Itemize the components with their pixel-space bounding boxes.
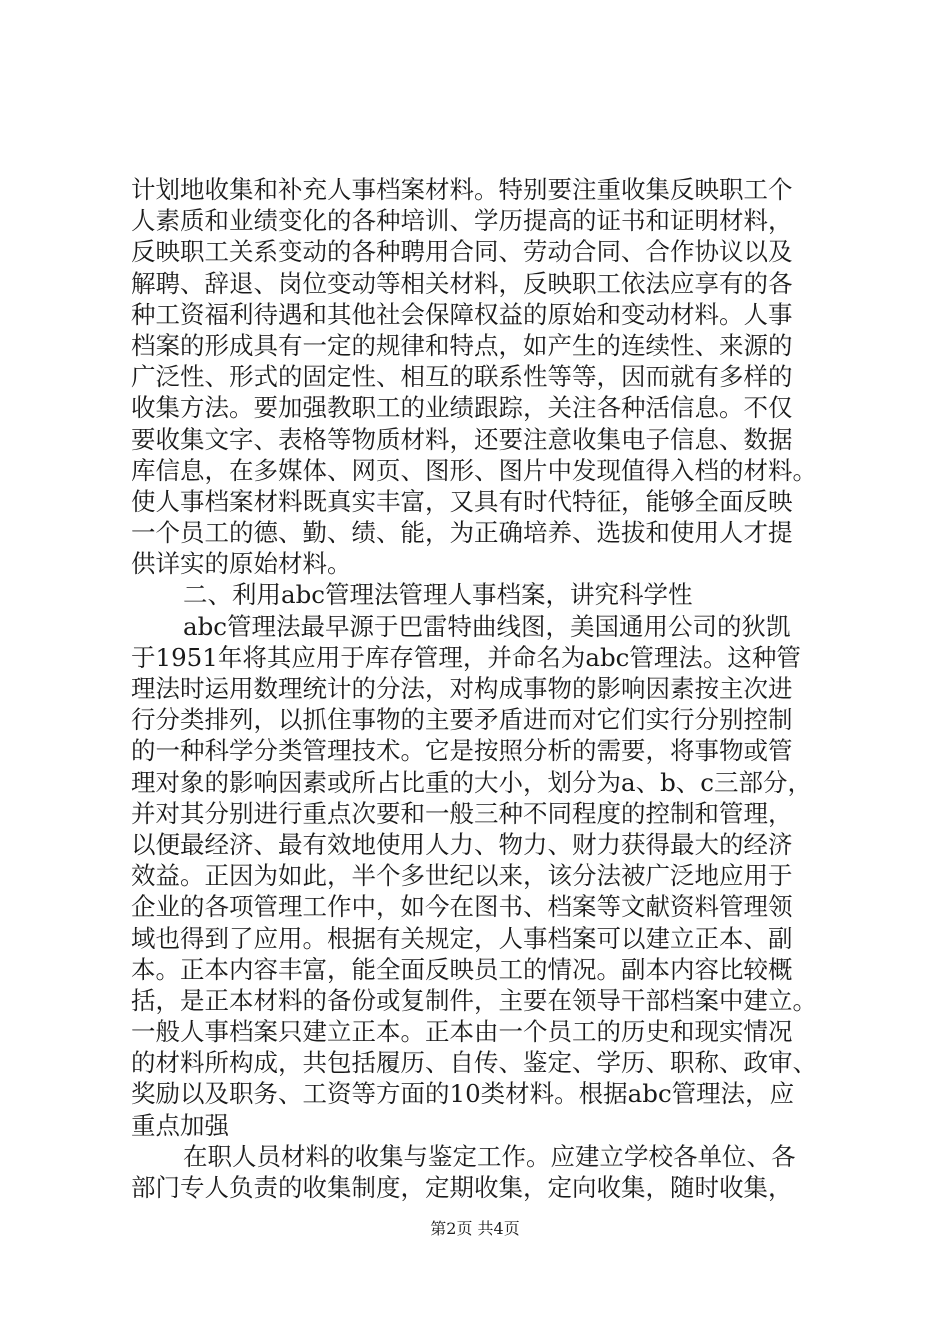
text-line: 在职人员材料的收集与鉴定工作。应建立学校各单位、各: [183, 1141, 796, 1171]
text-line: 本。正本内容丰富，能全面反映员工的情况。副本内容比较概: [131, 954, 793, 984]
text-line: 计划地收集和补充人事档案材料。特别要注重收集反映职工个: [131, 175, 793, 204]
text-line: abc管理法最早源于巴雷特曲线图，美国通用公司的狄凯: [183, 611, 791, 641]
text-line: 反映职工关系变动的各种聘用合同、劳动合同、合作协议以及: [131, 237, 793, 267]
text-line: 库信息，在多媒体、网页、图形、图片中发现值得入档的材料。: [131, 455, 817, 485]
text-line: 理对象的影响因素或所占比重的大小，划分为a、b、c三部分，: [131, 767, 813, 797]
document-body: [131, 174, 835, 1203]
text-line: 一般人事档案只建立正本。正本由一个员工的历史和现实情况: [131, 1017, 793, 1047]
text-line: 并对其分别进行重点次要和一般三种不同程度的控制和管理，: [131, 798, 793, 828]
text-line: 收集方法。要加强教职工的业绩跟踪，关注各种活信息。不仅: [131, 393, 793, 423]
text-line: 的材料所构成，共包括履历、自传、鉴定、学历、职称、政审、: [131, 1048, 817, 1078]
text-line: 使人事档案材料既真实丰富，又具有时代特征，能够全面反映: [131, 486, 793, 516]
text-line: 奖励以及职务、工资等方面的10类材料。根据abc管理法，应: [131, 1079, 795, 1109]
text-line: 企业的各项管理工作中，如今在图书、档案等文献资料管理领: [131, 892, 793, 922]
text-line: 一个员工的德、勤、绩、能，为正确培养、选拔和使用人才提: [131, 518, 793, 548]
text-line: 供详实的原始材料。: [131, 549, 352, 579]
text-line: 的一种科学分类管理技术。它是按照分析的需要，将事物或管: [131, 736, 793, 766]
text-line: 括，是正本材料的备份或复制件，主要在领导干部档案中建立。: [131, 985, 817, 1015]
text-line: 二、利用abc管理法管理人事档案，讲究科学性: [183, 580, 693, 610]
text-line: 部门专人负责的收集制度，定期收集，定向收集，随时收集，: [131, 1173, 793, 1202]
text-line: 效益。正因为如此，半个多世纪以来，该分法被广泛地应用于: [131, 861, 793, 891]
text-line: 重点加强: [131, 1110, 229, 1140]
text-line: 域也得到了应用。根据有关规定，人事档案可以建立正本、副: [131, 923, 793, 953]
text-line: 要收集文字、表格等物质材料，还要注意收集电子信息、数据: [131, 424, 793, 454]
text-line: 于1951年将其应用于库存管理，并命名为abc管理法。这种管: [131, 642, 801, 672]
text-line: 种工资福利待遇和其他社会保障权益的原始和变动材料。人事: [131, 299, 793, 329]
text-line: 解聘、辞退、岗位变动等相关材料，反映职工依法应享有的各: [131, 268, 793, 298]
text-line: 档案的形成具有一定的规律和特点，如产生的连续性、来源的: [131, 330, 793, 360]
text-line: 行分类排列，以抓住事物的主要矛盾进而对它们实行分别控制: [131, 705, 793, 735]
text-line: 理法时运用数理统计的分法，对构成事物的影响因素按主次进: [131, 674, 793, 703]
text-line: 广泛性、形式的固定性、相互的联系性等等，因而就有多样的: [131, 362, 793, 392]
page-footer: 第2页 共4页: [430, 1219, 520, 1238]
text-line: 以便最经济、最有效地使用人力、物力、财力获得最大的经济: [131, 829, 793, 859]
text-line: 人素质和业绩变化的各种培训、学历提高的证书和证明材料，: [131, 206, 793, 236]
